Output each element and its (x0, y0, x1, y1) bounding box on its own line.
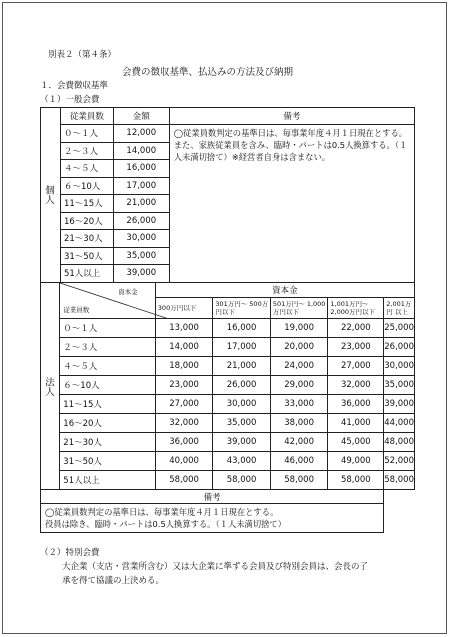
fee-amount: 30,000 (213, 395, 271, 414)
fee-amount: 35,000 (213, 414, 271, 433)
individual-fee-table (40, 107, 415, 283)
employee-count: 16～20人 (60, 414, 156, 433)
diagonal-header (60, 283, 156, 319)
fee-amount: 45,000 (328, 433, 384, 452)
fee-amount: 32,000 (155, 414, 213, 433)
employee-count: ２～３人 (60, 338, 156, 357)
fee-amount: 21,000 (213, 357, 271, 376)
fee-amount: 43,000 (213, 452, 271, 471)
employee-count: 11～15人 (60, 395, 156, 414)
col-employee-count: 従業員数 (60, 108, 113, 125)
fee-amount: 26,000 (113, 212, 169, 230)
corporate-row (41, 471, 415, 490)
fee-amount: 12,000 (113, 125, 169, 143)
capital-column-header: 501万円～ 1,000万円以下 (270, 298, 328, 319)
employee-count: ６～10人 (60, 177, 113, 195)
fee-amount: 35,000 (113, 247, 169, 265)
employee-count: 21～30人 (60, 230, 113, 248)
fee-amount: 58,000 (328, 471, 384, 490)
fee-amount: 33,000 (270, 395, 328, 414)
fee-amount: 16,000 (113, 160, 169, 178)
fee-amount: 23,000 (328, 338, 384, 357)
fee-amount: 32,000 (328, 376, 384, 395)
fee-amount: 21,000 (113, 195, 169, 213)
diag-count-label: 従業員数 (63, 306, 90, 314)
corporate-note-line1: ◯従業員数判定の基準日は、毎事業年度４月１日現在とする。 (45, 507, 279, 517)
capital-column-header: 301万円～ 500万円以下 (213, 298, 271, 319)
section1-heading: １．会費徴収基準 (40, 81, 109, 91)
employee-count: ０～１人 (60, 319, 156, 338)
fee-amount: 39,000 (213, 433, 271, 452)
fee-amount: 39,000 (113, 265, 169, 283)
fee-amount: 26,000 (213, 376, 271, 395)
employee-count: 31～50人 (60, 247, 113, 265)
fee-amount: 36,000 (328, 395, 384, 414)
corporate-row (41, 338, 415, 357)
fee-amount: 41,000 (328, 414, 384, 433)
appendix-label: 別表２（第４条） (48, 50, 117, 60)
fee-amount: 44,000 (384, 414, 415, 433)
corporate-row (41, 414, 415, 433)
fee-amount: 18,000 (155, 357, 213, 376)
fee-amount: 16,000 (213, 319, 271, 338)
fee-amount: 35,000 (384, 376, 415, 395)
fee-amount: 39,000 (384, 395, 415, 414)
fee-amount: 48,000 (384, 433, 415, 452)
section2-line1: 大企業（支店・営業所含む）又は大企業に準ずる会員及び特別会員は、会長の了 (62, 562, 369, 572)
fee-amount: 25,000 (384, 319, 415, 338)
fee-amount: 30,000 (384, 357, 415, 376)
section1-sub-heading: （１）一般会費 (40, 95, 100, 105)
fee-amount: 58,000 (213, 471, 271, 490)
employee-count: ４～５人 (60, 160, 113, 178)
fee-amount: 13,000 (155, 319, 213, 338)
fee-amount: 58,000 (155, 471, 213, 490)
fee-amount: 46,000 (270, 452, 328, 471)
col-amount: 金額 (113, 108, 169, 125)
capital-column-header: 300万円以下 (155, 298, 213, 319)
capital-header: 資本金 (155, 283, 414, 298)
individual-side-label: 個人 (41, 108, 61, 283)
fee-amount: 38,000 (270, 414, 328, 433)
diag-capital-label: 資本金 (118, 288, 138, 296)
section2-line2: 承を得て協議の上決める。 (62, 576, 165, 586)
section2-heading: （２）特別会費 (40, 548, 100, 558)
capital-column-header: 2,001万円 以上 (384, 298, 415, 319)
corporate-row (41, 376, 415, 395)
fee-amount: 14,000 (155, 338, 213, 357)
fee-amount: 27,000 (328, 357, 384, 376)
employee-count: 16～20人 (60, 212, 113, 230)
individual-row (41, 125, 415, 143)
employee-count: ２～３人 (60, 142, 113, 160)
employee-count: 51人以上 (60, 265, 113, 283)
fee-amount: 14,000 (113, 142, 169, 160)
fee-amount: 36,000 (155, 433, 213, 452)
col-note: 備考 (169, 108, 414, 125)
individual-note: ◯従業員数判定の基準日は、毎事業年度４月１日現在とする。また、家族従業員を含み、臨時・パートは0.5人換算する。（１人未満切捨て）※経営者自身は含まない。 (169, 125, 414, 283)
page-title: 会費の徴収基準、払込みの方法及び納期 (122, 67, 294, 78)
fee-amount: 24,000 (270, 357, 328, 376)
corporate-note (41, 504, 384, 533)
fee-amount: 52,000 (384, 452, 415, 471)
fee-amount: 23,000 (155, 376, 213, 395)
fee-amount: 29,000 (270, 376, 328, 395)
corporate-row (41, 452, 415, 471)
corporate-fee-table (40, 282, 415, 533)
fee-amount: 49,000 (328, 452, 384, 471)
capital-column-header: 1,001万円～ 2,000万円以下 (328, 298, 384, 319)
employee-count: 31～50人 (60, 452, 156, 471)
employee-count: 21～30人 (60, 433, 156, 452)
employee-count: 11～15人 (60, 195, 113, 213)
employee-count: 51人以上 (60, 471, 156, 490)
fee-amount: 19,000 (270, 319, 328, 338)
corporate-note-title: 備考 (41, 490, 384, 504)
fee-amount: 58,000 (270, 471, 328, 490)
fee-amount: 58,000 (384, 471, 415, 490)
corporate-row (41, 357, 415, 376)
fee-amount: 17,000 (213, 338, 271, 357)
employee-count: ４～５人 (60, 357, 156, 376)
fee-amount: 22,000 (328, 319, 384, 338)
corporate-row (41, 395, 415, 414)
employee-count: ０～１人 (60, 125, 113, 143)
corporate-row (41, 319, 415, 338)
corporate-side-label: 法人 (41, 283, 60, 490)
fee-amount: 42,000 (270, 433, 328, 452)
fee-amount: 17,000 (113, 177, 169, 195)
fee-amount: 40,000 (155, 452, 213, 471)
fee-amount: 30,000 (113, 230, 169, 248)
fee-amount: 26,000 (384, 338, 415, 357)
fee-amount: 27,000 (155, 395, 213, 414)
corporate-note-line2: 役員は除き、臨時・パートは0.5人換算する。（１人未満切捨て） (45, 519, 287, 529)
employee-count: ６～10人 (60, 376, 156, 395)
corporate-row (41, 433, 415, 452)
fee-amount: 20,000 (270, 338, 328, 357)
